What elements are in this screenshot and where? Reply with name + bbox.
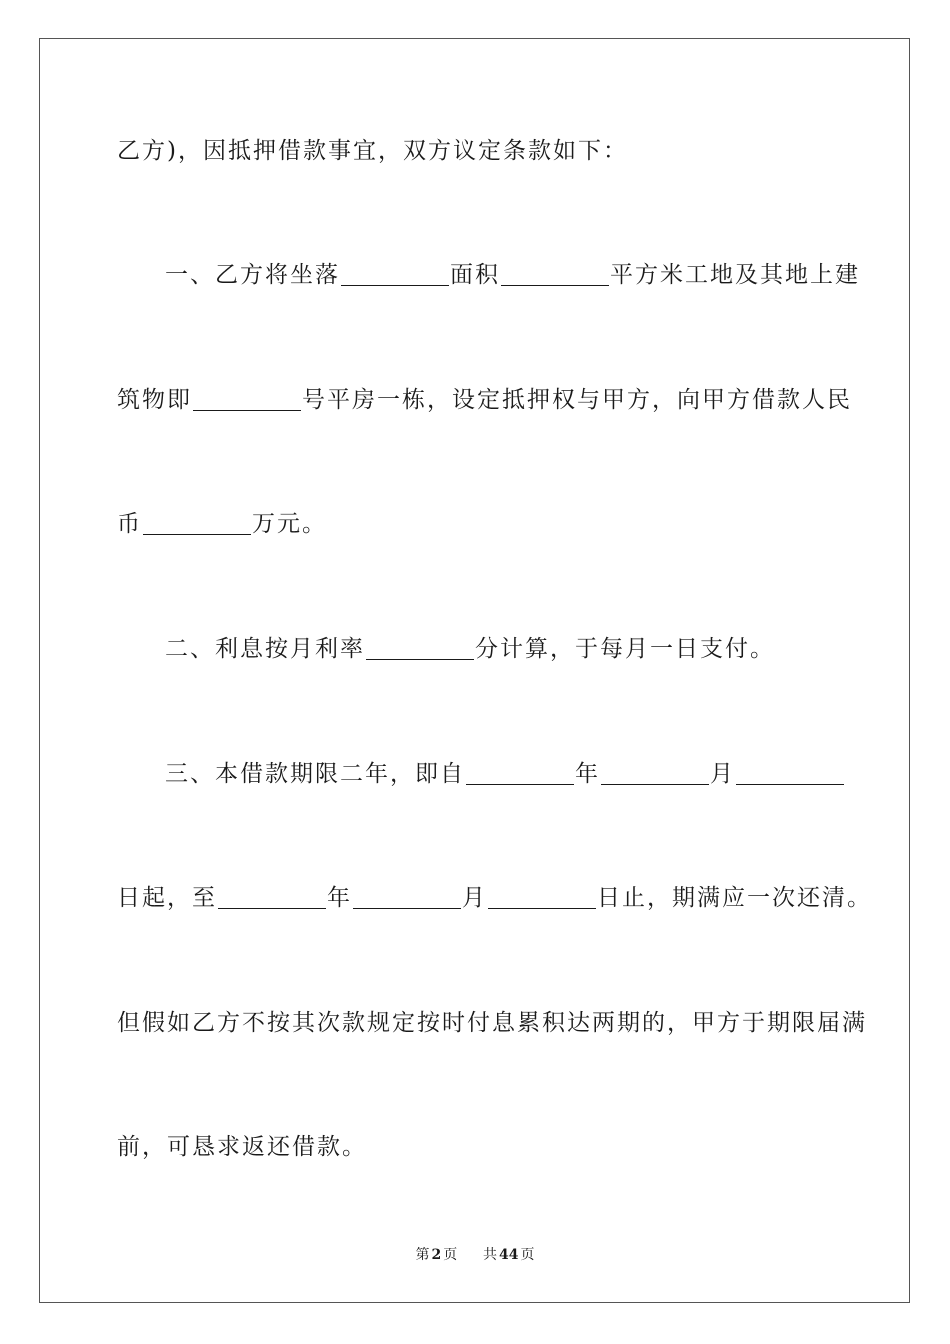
fill-blank[interactable] <box>488 907 596 909</box>
fill-blank[interactable] <box>193 409 301 411</box>
fill-blank[interactable] <box>366 658 474 660</box>
total-prefix: 共 <box>483 1247 498 1263</box>
page-border <box>39 38 910 1303</box>
text-segment: 月 <box>710 761 735 787</box>
text-segment: 分计算，于每月一日支付。 <box>475 636 775 662</box>
text-segment: 三、本借款期限二年，即自 <box>165 761 465 787</box>
page-suffix: 页 <box>443 1247 458 1263</box>
text-line-4 <box>117 509 327 539</box>
page-indicator <box>413 1247 459 1263</box>
text-segment: 一、乙方将坐落 <box>165 262 340 288</box>
text-segment: 二、利息按月利率 <box>165 636 365 662</box>
total-pages: 44 <box>499 1247 519 1263</box>
text-line-9 <box>117 1132 367 1162</box>
total-indicator <box>481 1247 536 1263</box>
text-line-7 <box>117 883 872 913</box>
total-suffix: 页 <box>520 1247 535 1263</box>
page-prefix: 第 <box>415 1247 430 1263</box>
text-segment: 日止，期满应一次还清。 <box>597 885 872 911</box>
fill-blank[interactable] <box>143 533 251 535</box>
text-segment: 号平房一栋，设定抵押权与甲方，向甲方借款人民 <box>302 387 852 413</box>
text-line-5 <box>165 634 775 664</box>
page-footer <box>0 1244 950 1264</box>
text-segment: 年 <box>327 885 352 911</box>
text-segment: 乙方)，因抵押借款事宜，双方议定条款如下： <box>117 138 628 164</box>
fill-blank[interactable] <box>218 907 326 909</box>
fill-blank[interactable] <box>341 284 449 286</box>
text-line-8 <box>117 1008 867 1038</box>
text-segment: 月 <box>462 885 487 911</box>
text-segment: 前，可恳求返还借款。 <box>117 1134 367 1160</box>
text-segment: 筑物即 <box>117 387 192 413</box>
text-segment: 面积 <box>450 262 500 288</box>
text-segment: 但假如乙方不按其次款规定按时付息累积达两期的，甲方于期限届满 <box>117 1010 867 1036</box>
text-line-2 <box>165 260 860 290</box>
fill-blank[interactable] <box>466 783 574 785</box>
text-segment: 万元。 <box>252 511 327 537</box>
fill-blank[interactable] <box>501 284 609 286</box>
text-segment: 年 <box>575 761 600 787</box>
text-line-3 <box>117 385 852 415</box>
page-number: 2 <box>431 1247 442 1263</box>
text-line-1 <box>117 136 628 166</box>
fill-blank[interactable] <box>736 783 844 785</box>
fill-blank[interactable] <box>601 783 709 785</box>
text-segment: 日起，至 <box>117 885 217 911</box>
text-segment: 平方米工地及其地上建 <box>610 262 860 288</box>
text-line-6 <box>165 759 845 789</box>
text-segment: 币 <box>117 511 142 537</box>
fill-blank[interactable] <box>353 907 461 909</box>
